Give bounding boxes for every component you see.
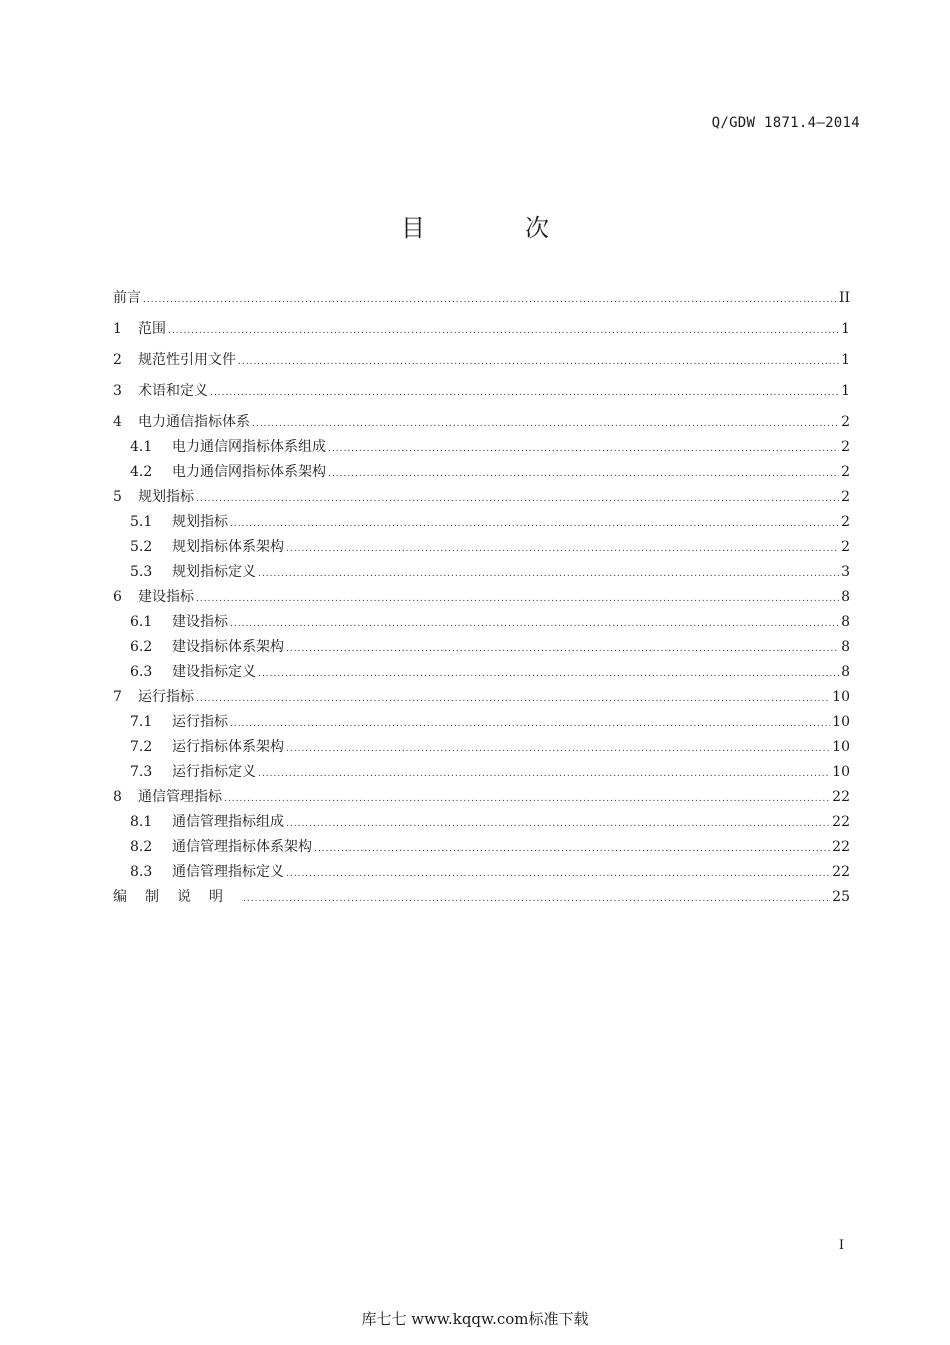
toc-leader-dots bbox=[258, 669, 839, 679]
toc-entry-page: 2 bbox=[841, 514, 850, 530]
toc-entry-page: 22 bbox=[832, 864, 850, 880]
toc-subentry[interactable] bbox=[113, 861, 850, 886]
toc-leader-dots bbox=[258, 769, 830, 779]
toc-leader-dots bbox=[258, 569, 839, 579]
toc-entry-number: 4.2 bbox=[130, 464, 153, 480]
toc-leader-dots bbox=[252, 419, 839, 429]
page-number: I bbox=[838, 1238, 844, 1253]
toc-entry-page: 10 bbox=[832, 764, 850, 780]
toc-subentry[interactable] bbox=[113, 436, 850, 461]
document-code: Q/GDW 1871.4—2014 bbox=[711, 115, 860, 131]
toc-entry-number: 8 bbox=[113, 789, 122, 805]
toc-entry-number: 5.3 bbox=[130, 564, 153, 580]
toc-leader-dots bbox=[230, 519, 839, 529]
toc-leader-dots bbox=[196, 594, 839, 604]
toc-entry[interactable] bbox=[113, 786, 850, 811]
toc-entry-page: 22 bbox=[832, 814, 850, 830]
toc-leader-dots bbox=[168, 326, 839, 336]
toc-entry-label: 规划指标 bbox=[138, 489, 194, 505]
toc-subentry[interactable] bbox=[113, 811, 850, 836]
toc-leader-dots bbox=[224, 794, 830, 804]
toc-entry-label: 范围 bbox=[138, 321, 166, 337]
toc-entry-number: 2 bbox=[113, 352, 122, 368]
toc-entry-page: 22 bbox=[832, 839, 850, 855]
title-char-2: 次 bbox=[525, 214, 549, 242]
toc-entry-number: 3 bbox=[113, 383, 122, 399]
toc-leader-dots bbox=[328, 444, 839, 454]
toc-leader-dots bbox=[196, 494, 839, 504]
toc-entry[interactable] bbox=[113, 380, 850, 405]
toc-entry-number: 4.1 bbox=[130, 439, 153, 455]
toc-entry-number: 7.2 bbox=[130, 739, 153, 755]
toc-entry-label: 编制说明 bbox=[113, 889, 241, 905]
toc-subentry[interactable] bbox=[113, 511, 850, 536]
toc-leader-dots bbox=[286, 544, 839, 554]
toc-entry[interactable] bbox=[113, 886, 850, 911]
toc-entry-label: 电力通信网指标体系架构 bbox=[172, 464, 326, 480]
toc-entry-label: 运行指标 bbox=[138, 689, 194, 705]
toc-subentry[interactable] bbox=[113, 736, 850, 761]
toc-entry-number: 6.1 bbox=[130, 614, 153, 630]
toc-entry-label: 规划指标体系架构 bbox=[172, 539, 284, 555]
toc-entry[interactable] bbox=[113, 486, 850, 511]
toc-leader-dots bbox=[210, 388, 839, 398]
toc-subentry[interactable] bbox=[113, 561, 850, 586]
toc-entry-label: 建设指标定义 bbox=[172, 664, 256, 680]
toc-entry-number: 6.3 bbox=[130, 664, 153, 680]
toc-entry-number: 5.2 bbox=[130, 539, 153, 555]
toc-subentry[interactable] bbox=[113, 536, 850, 561]
toc-entry[interactable] bbox=[113, 318, 850, 343]
toc-entry[interactable] bbox=[113, 686, 850, 711]
toc-entry-label: 运行指标定义 bbox=[172, 764, 256, 780]
toc-entry-number: 6.2 bbox=[130, 639, 153, 655]
toc-entry-number: 5.1 bbox=[130, 514, 153, 530]
toc-entry-label: 规范性引用文件 bbox=[138, 352, 236, 368]
toc-entry-label: 建设指标体系架构 bbox=[172, 639, 284, 655]
toc-entry-page: 1 bbox=[841, 383, 850, 399]
toc-subentry[interactable] bbox=[113, 711, 850, 736]
toc-subentry[interactable] bbox=[113, 761, 850, 786]
toc-entry-label: 术语和定义 bbox=[138, 383, 208, 399]
toc-leader-dots bbox=[286, 644, 839, 654]
toc-entry-page: 22 bbox=[832, 789, 850, 805]
toc-leader-dots bbox=[286, 744, 830, 754]
toc-entry-page: 8 bbox=[841, 589, 850, 605]
toc-entry-label: 通信管理指标定义 bbox=[172, 864, 284, 880]
toc-subentry[interactable] bbox=[113, 836, 850, 861]
toc-entry-number: 5 bbox=[113, 489, 122, 505]
toc-entry-label: 规划指标定义 bbox=[172, 564, 256, 580]
toc-entry-label: 运行指标 bbox=[172, 714, 228, 730]
toc-entry-number: 7 bbox=[113, 689, 122, 705]
toc-subentry[interactable] bbox=[113, 661, 850, 686]
toc-entry-number: 1 bbox=[113, 321, 122, 337]
toc-entry-number: 7.1 bbox=[130, 714, 153, 730]
toc-entry-label: 通信管理指标 bbox=[138, 789, 222, 805]
title-char-1: 目 bbox=[401, 214, 425, 242]
toc-entry-page: 25 bbox=[832, 889, 850, 905]
toc-leader-dots bbox=[143, 295, 837, 305]
toc-entry-label: 前言 bbox=[113, 290, 141, 306]
toc-entry-page: 2 bbox=[841, 439, 850, 455]
toc-leader-dots bbox=[238, 357, 839, 367]
footer-watermark: 库七七 www.kqqw.com标准下载 bbox=[361, 1310, 589, 1328]
toc-entry-label: 通信管理指标体系架构 bbox=[172, 839, 312, 855]
toc-entry[interactable] bbox=[113, 349, 850, 374]
toc-leader-dots bbox=[286, 819, 830, 829]
toc-leader-dots bbox=[286, 869, 830, 879]
toc-entry-page: 10 bbox=[832, 739, 850, 755]
toc-entry-label: 通信管理指标组成 bbox=[172, 814, 284, 830]
toc-entry-number: 7.3 bbox=[130, 764, 153, 780]
toc-leader-dots bbox=[314, 844, 830, 854]
toc-leader-dots bbox=[328, 469, 839, 479]
toc-leader-dots bbox=[230, 719, 830, 729]
toc-entry-page: 8 bbox=[841, 664, 850, 680]
toc-entry-page: 2 bbox=[841, 539, 850, 555]
toc-entry-number: 4 bbox=[113, 414, 122, 430]
toc-leader-dots bbox=[230, 619, 839, 629]
toc-entry-page: 1 bbox=[841, 352, 850, 368]
toc-entry-number: 8.2 bbox=[130, 839, 153, 855]
toc-leader-dots bbox=[196, 694, 830, 704]
toc-entry-page: 2 bbox=[841, 464, 850, 480]
toc-entry-label: 电力通信网指标体系组成 bbox=[172, 439, 326, 455]
toc-entry-label: 建设指标 bbox=[172, 614, 228, 630]
toc-entry-page: 1 bbox=[841, 321, 850, 337]
toc-entry-page: 10 bbox=[832, 689, 850, 705]
toc-entry-number: 8.3 bbox=[130, 864, 153, 880]
toc-subentry[interactable] bbox=[113, 611, 850, 636]
toc-entry-page: 2 bbox=[841, 489, 850, 505]
table-of-contents bbox=[113, 287, 850, 911]
toc-entry-number: 6 bbox=[113, 589, 122, 605]
toc-subentry[interactable] bbox=[113, 461, 850, 486]
toc-entry-page: 3 bbox=[841, 564, 850, 580]
toc-entry-label: 电力通信指标体系 bbox=[138, 414, 250, 430]
toc-entry-label: 规划指标 bbox=[172, 514, 228, 530]
toc-subentry[interactable] bbox=[113, 636, 850, 661]
page-title bbox=[0, 208, 950, 243]
toc-entry-page: II bbox=[838, 290, 850, 306]
toc-entry-label: 建设指标 bbox=[138, 589, 194, 605]
toc-entry[interactable] bbox=[113, 586, 850, 611]
toc-entry-page: 10 bbox=[832, 714, 850, 730]
toc-leader-dots bbox=[243, 894, 830, 904]
toc-entry[interactable] bbox=[113, 411, 850, 436]
toc-entry-number: 8.1 bbox=[130, 814, 153, 830]
toc-entry-page: 8 bbox=[841, 639, 850, 655]
toc-entry-page: 8 bbox=[841, 614, 850, 630]
toc-entry-label: 运行指标体系架构 bbox=[172, 739, 284, 755]
toc-entry-page: 2 bbox=[841, 414, 850, 430]
toc-entry[interactable] bbox=[113, 287, 850, 312]
